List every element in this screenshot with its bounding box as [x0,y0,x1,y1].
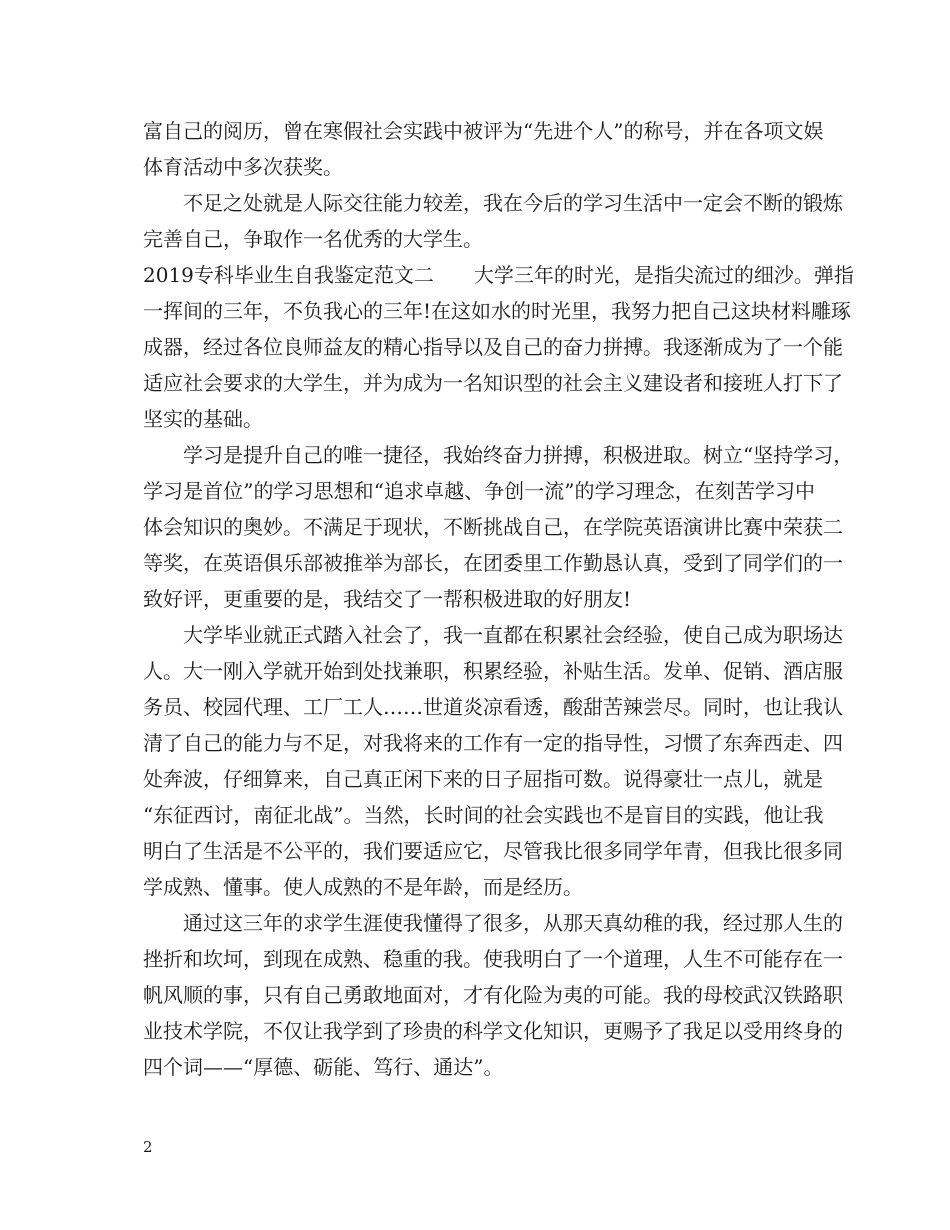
text-line: “东征西讨，南征北战”。当然，长时间的社会实践也不是盲目的实践，他让我 [143,803,824,827]
text-line: 体育活动中多次获奖。 [143,155,343,179]
text-line: 富自己的阅历，曾在寒假社会实践中被评为“先进个人”的称号，并在各项文娱 [143,119,824,143]
text-line: 成器，经过各位良师益友的精心指导以及自己的奋力拼搏。我逐渐成为了一个能 [143,335,843,359]
text-line: 学成熟、懂事。使人成熟的不是年龄，而是经历。 [143,875,583,899]
text-line: 通过这三年的求学生涯使我懂得了很多，从那天真幼稚的我，经过那人生的 [183,911,843,935]
text-line: 体会知识的奥妙。不满足于现状，不断挑战自己，在学院英语演讲比赛中荣获二 [143,515,843,539]
text-line: 等奖，在英语俱乐部被推举为部长，在团委里工作勤恳认真，受到了同学们的一 [143,551,843,575]
text-line: 务员、校园代理、工厂工人……世道炎凉看透，酸甜苦辣尝尽。同时，也让我认 [143,695,843,719]
text-line: 人。大一刚入学就开始到处找兼职，积累经验，补贴生活。发单、促销、酒店服 [143,659,843,683]
text-line: 四个词——“厚德、砺能、笃行、通达”。 [143,1055,504,1079]
text-line: 坚实的基础。 [143,407,263,431]
text-line: 明白了生活是不公平的，我们要适应它，尽管我比很多同学年青，但我比很多同 [143,839,843,863]
text-line: 清了自己的能力与不足，对我将来的工作有一定的指导性，习惯了东奔西走、四 [143,731,843,755]
body-text [143,113,854,1085]
text-line: 大学三年的时光，是指尖流过的细沙。弹指 [473,263,854,287]
text-line: 业技术学院，不仅让我学到了珍贵的科学文化知识，更赐予了我足以受用终身的 [143,1019,843,1043]
text-line: 学习是提升自己的唯一捷径，我始终奋力拼搏，积极进取。树立“坚持学习， [183,443,854,467]
text-line: 帆风顺的事，只有自己勇敢地面对，才有化险为夷的可能。我的母校武汉铁路职 [143,983,843,1007]
text-line: 一挥间的三年，不负我心的三年!在这如水的时光里，我努力把自己这块材料雕琢 [143,299,852,323]
text-line: 挫折和坎坷，到现在成熟、稳重的我。使我明白了一个道理，人生不可能存在一 [143,947,843,971]
section-heading: 2019专科毕业生自我鉴定范文二 [143,263,434,287]
section-heading-line [143,257,854,293]
text-line: 大学毕业就正式踏入社会了，我一直都在积累社会经验，使自己成为职场达 [183,623,843,647]
text-line: 不足之处就是人际交往能力较差，我在今后的学习生活中一定会不断的锻炼 [183,191,843,215]
page-number: 2 [143,1138,153,1156]
text-line: 适应社会要求的大学生，并为成为一名知识型的社会主义建设者和接班人打下了 [143,371,843,395]
text-line: 处奔波，仔细算来，自己真正闲下来的日子屈指可数。说得豪壮一点儿，就是 [143,767,823,791]
text-line: 学习是首位”的学习思想和“追求卓越、争创一流”的学习理念，在刻苦学习中 [143,479,815,503]
text-line: 完善自己，争取作一名优秀的大学生。 [143,227,483,251]
text-line: 致好评，更重要的是，我结交了一帮积极进取的好朋友! [143,587,632,611]
